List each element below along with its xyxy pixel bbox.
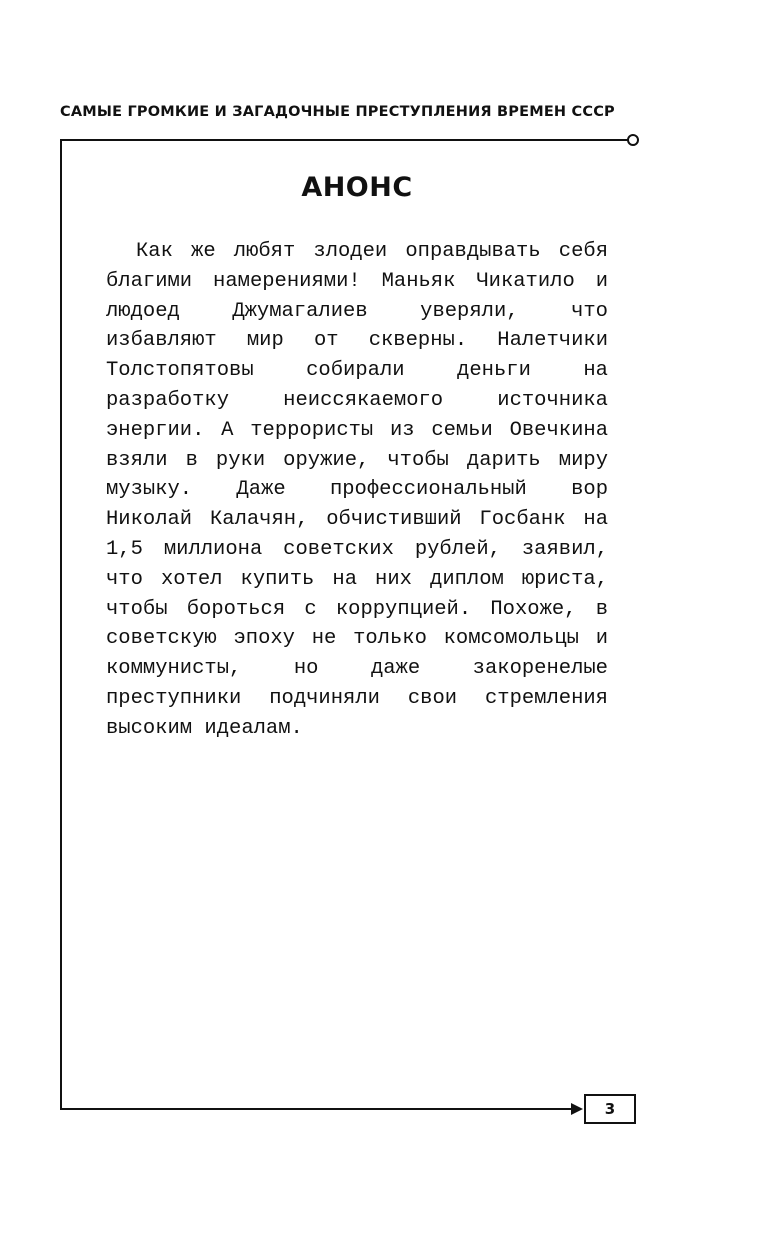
body-paragraph: Как же любят злодеи оправдывать себя благими намерениями! Маньяк Чикатило и людоед Джумагалиев уверяли, что избавляют мир от скверны. Налетчики Толстопятовы собирали деньги на разработку неиссякаемого источника энергии. А террористы из семьи Овечкина взяли в руки оружие, чтобы дарить миру музыку. Даже профессиональный вор Николай Калачян, обчистивший Госбанк на 1,5 миллиона советских рублей, заявил, что хотел купить на них диплом юриста, чтобы бороться с коррупцией. Похоже, в советскую эпоху не только комсомольцы и коммунисты, но даже закоренелые преступники подчиняли свои стремления высоким идеалам. (106, 240, 608, 740)
frame-end-dot (627, 134, 639, 146)
frame-left-line (60, 139, 62, 1110)
section-title: АНОНС (301, 172, 413, 203)
frame-bottom-line (60, 1108, 573, 1110)
running-header: САМЫЕ ГРОМКИЕ И ЗАГАДОЧНЫЕ ПРЕСТУПЛЕНИЯ ВРЕМЕН СССР (60, 104, 615, 120)
page-number (584, 1094, 636, 1124)
arrow-right-icon (571, 1103, 583, 1115)
frame-top-line (60, 139, 629, 141)
page-number-label: 3 (604, 1100, 616, 1118)
